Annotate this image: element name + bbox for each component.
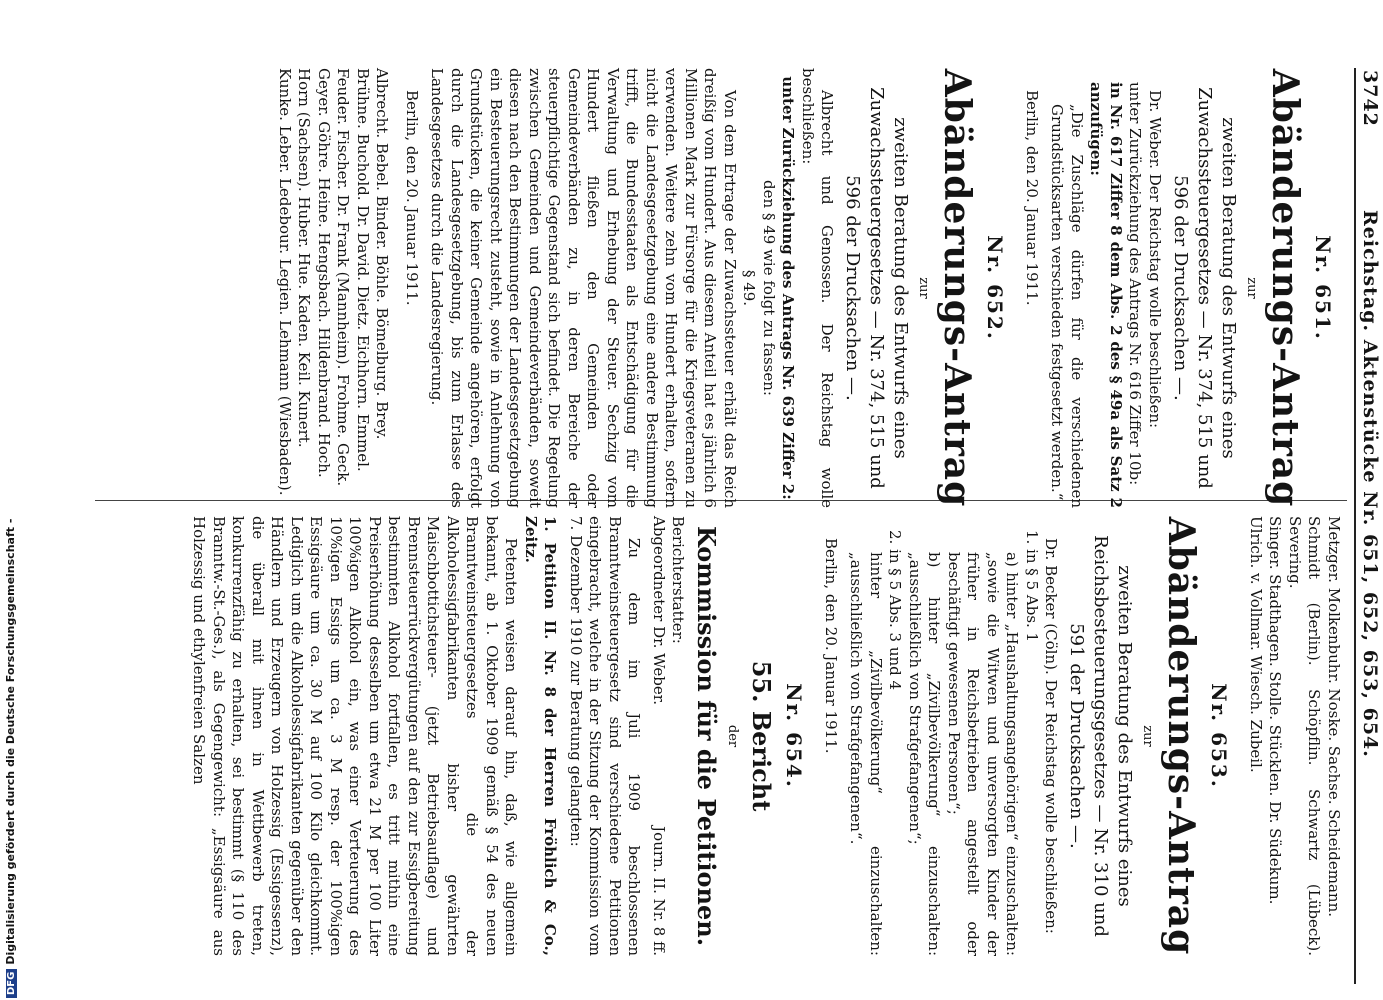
reporter-row: [669, 516, 688, 956]
signatory-line: Singer. Stadthagen. Stolle. Stücklen. Dr. Südekum.: [1266, 516, 1285, 905]
doc-title-653: Abänderungs-Antrag: [1160, 516, 1203, 956]
reporter-name: Abgeordneter Dr. Weber.: [650, 516, 669, 706]
intro-652: Albrecht und Genossen. Der Reichstag wolle beschließen:: [799, 68, 837, 508]
doc-number-651: Nr. 651.: [1311, 235, 1335, 341]
signatory-line: Schmidt (Berlin). Schöpflin. Schwartz (Lübeck). Severing.: [1286, 516, 1324, 956]
signatory-line: Ulrich. v. Vollmar. Wiesch. Zubeil.: [1247, 516, 1265, 773]
doc-title-654: 55. Bericht: [747, 660, 777, 812]
date-651: Berlin, den 20. Januar 1911.: [1023, 90, 1041, 306]
para1-651: unter Zurückziehung des Antrags Nr. 616 Ziffer 10b:: [1126, 82, 1145, 486]
doc-number-652: Nr. 652.: [983, 235, 1008, 341]
running-header: [1355, 0, 1383, 1000]
der-654: der: [725, 724, 741, 748]
left-column: [275, 68, 1350, 508]
intro-654: Zu dem im Juli 1909 beschlossenen Branntweinsteuergesetz sind verschiedene Petitionen eingebracht, welche in der Sitzung der Kommission vom 7. Dezember 1910 zur Beratung gelangten:: [567, 516, 644, 956]
signatory-line: Geyer. Göhre. Heine. Hengsbach. Hildenbrand. Hoch.: [315, 68, 333, 478]
signatory-line: Kunke. Leber. Ledebour. Legien. Lehmann (Wiesbaden).: [276, 68, 294, 496]
item2-653: 2. in § 5 Abs. 3 und 4: [886, 530, 905, 691]
signatory-line: Brühne. Buchold. Dr. David. Dietz. Eichhorn. Emmel.: [354, 68, 372, 472]
item1a-653: a) hinter „Haushaltungsangehörigen“ einzuschalten: „sowie die Witwen und unversorgten Kinder der früher in Reichsbetrieben angestellt oder beschäftigt gewesenen Personen“;: [945, 552, 1022, 956]
header-rule: [1354, 68, 1356, 984]
item1b-653: b) hinter „Zivilbevölkerung“ einzuschalten: „ausschließlich von Strafgefangenen“;: [906, 552, 944, 956]
dfg-logo: DFG: [6, 969, 17, 998]
para1-652: unter Zurückziehung des Antrags Nr. 639 Ziffer 2:: [779, 76, 798, 500]
signatory-line: Feuder. Fischer. Dr. Frank (Mannheim). Frohme. Geck.: [334, 68, 353, 487]
para3-651: „Die Zuschläge dürfen für die verschiedenen Grundstücksarten verschieden festgesetzt werden.“: [1048, 104, 1086, 508]
reporter-row-2: [650, 516, 669, 956]
date-652: Berlin, den 20. Januar 1911.: [403, 90, 421, 306]
signatory-line: Albrecht. Bebel. Binder. Böhle. Bömelburg. Brey.: [373, 68, 392, 440]
section-652: § 49.: [740, 269, 759, 307]
subtitle-654: Kommission für die Petitionen.: [692, 525, 722, 947]
running-title: Reichstag. Aktenstücke Nr. 651, 652, 653, 654.: [1359, 210, 1381, 758]
doc-number-654: Nr. 654.: [782, 683, 807, 789]
signatories-652: [275, 68, 392, 508]
text-652: Von dem Ertrage der Zuwachssteuer erhält das Reich dreißig vom Hundert. Aus diesem Anteil hat es jährlich 6 Millionen Mark zur Fürsorge für die Kriegsveteranen zu verwenden. Weitere zehn vom Hundert erhalten, sofern nicht die Landesgesetzgebung eine andere Bestimmung trifft, die Bundesstaaten als Entschädigung für die Verwaltung und Erhebung der Steuer. Sechzig vom Hundert fließen den Gemeinden oder Gemeindeverbänden zu, in deren Bereiche der steuerpflichtige Gegenstand sich befindet. Die Regelung zwischen Gemeinden und Gemeindeverbänden, soweit diesen nach den Bestimmungen der Landesgesetzgebung ein Besteuerungsrecht zusteht, sowie in Anlehnung von Grundstücken, die keiner Gemeinde angehören, erfolgt durch die Landesgesetzgebung, bis zum Erlasse des Landesgesetzes durch die Landesregierung.: [428, 68, 739, 508]
zur-653: zur: [1140, 725, 1156, 747]
intro-651: Dr. Weber. Der Reichstag wolle beschließen:: [1146, 90, 1164, 429]
right-column: [189, 516, 1349, 956]
digitization-footer: [4, 8, 20, 998]
para2-651: in Nr. 617 Ziffer 8 dem Abs. 2 des § 49a als Satz 2 anzufügen:: [1087, 82, 1125, 508]
item2a-653: hinter „Zivilbevölkerung“ einzuschalten: „ausschließlich von Strafgefangenen“.: [847, 552, 885, 956]
footer-text: Digitalisierung gefördert durch die Deutsche Forschungsgemeinschaft -: [4, 518, 17, 965]
signatory-line: Metzger. Molkenbuhr. Noske. Sachse. Scheidemann.: [1325, 516, 1343, 917]
page-number: 3742: [1359, 70, 1381, 127]
zur-652: zur: [916, 277, 932, 299]
doc-number-653: Nr. 653.: [1207, 683, 1232, 789]
doc-title-652: Abänderungs-Antrag: [936, 68, 979, 508]
item1-653: 1. in § 5 Abs. 1: [1023, 530, 1041, 643]
zur-651: zur: [1244, 277, 1259, 299]
signatory-line: Horn (Sachsen). Huber. Hue. Kaden. Keil. Kunert.: [295, 68, 314, 448]
date-653: Berlin, den 20. Januar 1911.: [822, 538, 840, 754]
body-651: zweiten Beratung des Entwurfs eines Zuwachssteuergesetzes — Nr. 374, 515 und 596 der Drucksachen —.: [1170, 87, 1239, 489]
document-page: [83, 0, 1383, 1000]
doc-title-651: Abänderungs-Antrag: [1264, 68, 1306, 508]
para2-652: den § 49 wie folgt zu fassen:: [760, 180, 778, 396]
petition-body: Petenten weisen darauf hin, daß, wie allgemein bekannt, ab 1. Oktober 1909 gemäß § 54 des neuen Branntweinsteuergesetzes die der Alkoholessigfabrikanten bisher gewährten Maischbottichsteuer- (jetzt Betriebsauflage) und Brennsteuerrückvergütungen auf den zur Essigbereitung bestimmten Alkohol fortfallen, es tritt mithin eine Preiserhöhung desselben um etwa 21 M per 100 Liter 100%igen Alkohol ein, was einer Verteuerung des 10%igen Essigs um ca. 3 M resp. der 100%igen Essigsäure um ca. 30 M auf 100 Kilo gleichkommt. Lediglich um die Alkoholessigfabrikanten gegenüber den Händlern und Erzeugern von Holzessig (Essigessenz), die überall mit ihnen in Wettbewerb treten, konkurrenzfähig zu erhalten, sei bestimmt (§ 110 des Branntw.-St.-Ges.), als Gegengewicht: „Essigsäure aus Holzessig und ethylenfreien Salzen: [190, 516, 521, 956]
body-653: zweiten Beratung des Entwurfs eines Reichsbesteuerungsgesetzes — Nr. 310 und 591 der Drucksachen —.: [1066, 535, 1136, 937]
journal-ref: Journ. II. Nr. 8 ff.: [650, 826, 669, 956]
intro-653: Dr. Becker (Cöln). Der Reichstag wolle beschließen:: [1042, 538, 1061, 934]
petition-heading: 1. Petition II. Nr. 8 der Herren Fröhlich & Co., Zeitz.: [522, 516, 560, 956]
reporter-label: Berichterstatter:: [669, 516, 688, 644]
body-652: zweiten Beratung des Entwurfs eines Zuwachssteuergesetzes — Nr. 374, 515 und 596 der Drucksachen —.: [842, 87, 912, 489]
signatories-652-continued: [1246, 516, 1344, 956]
